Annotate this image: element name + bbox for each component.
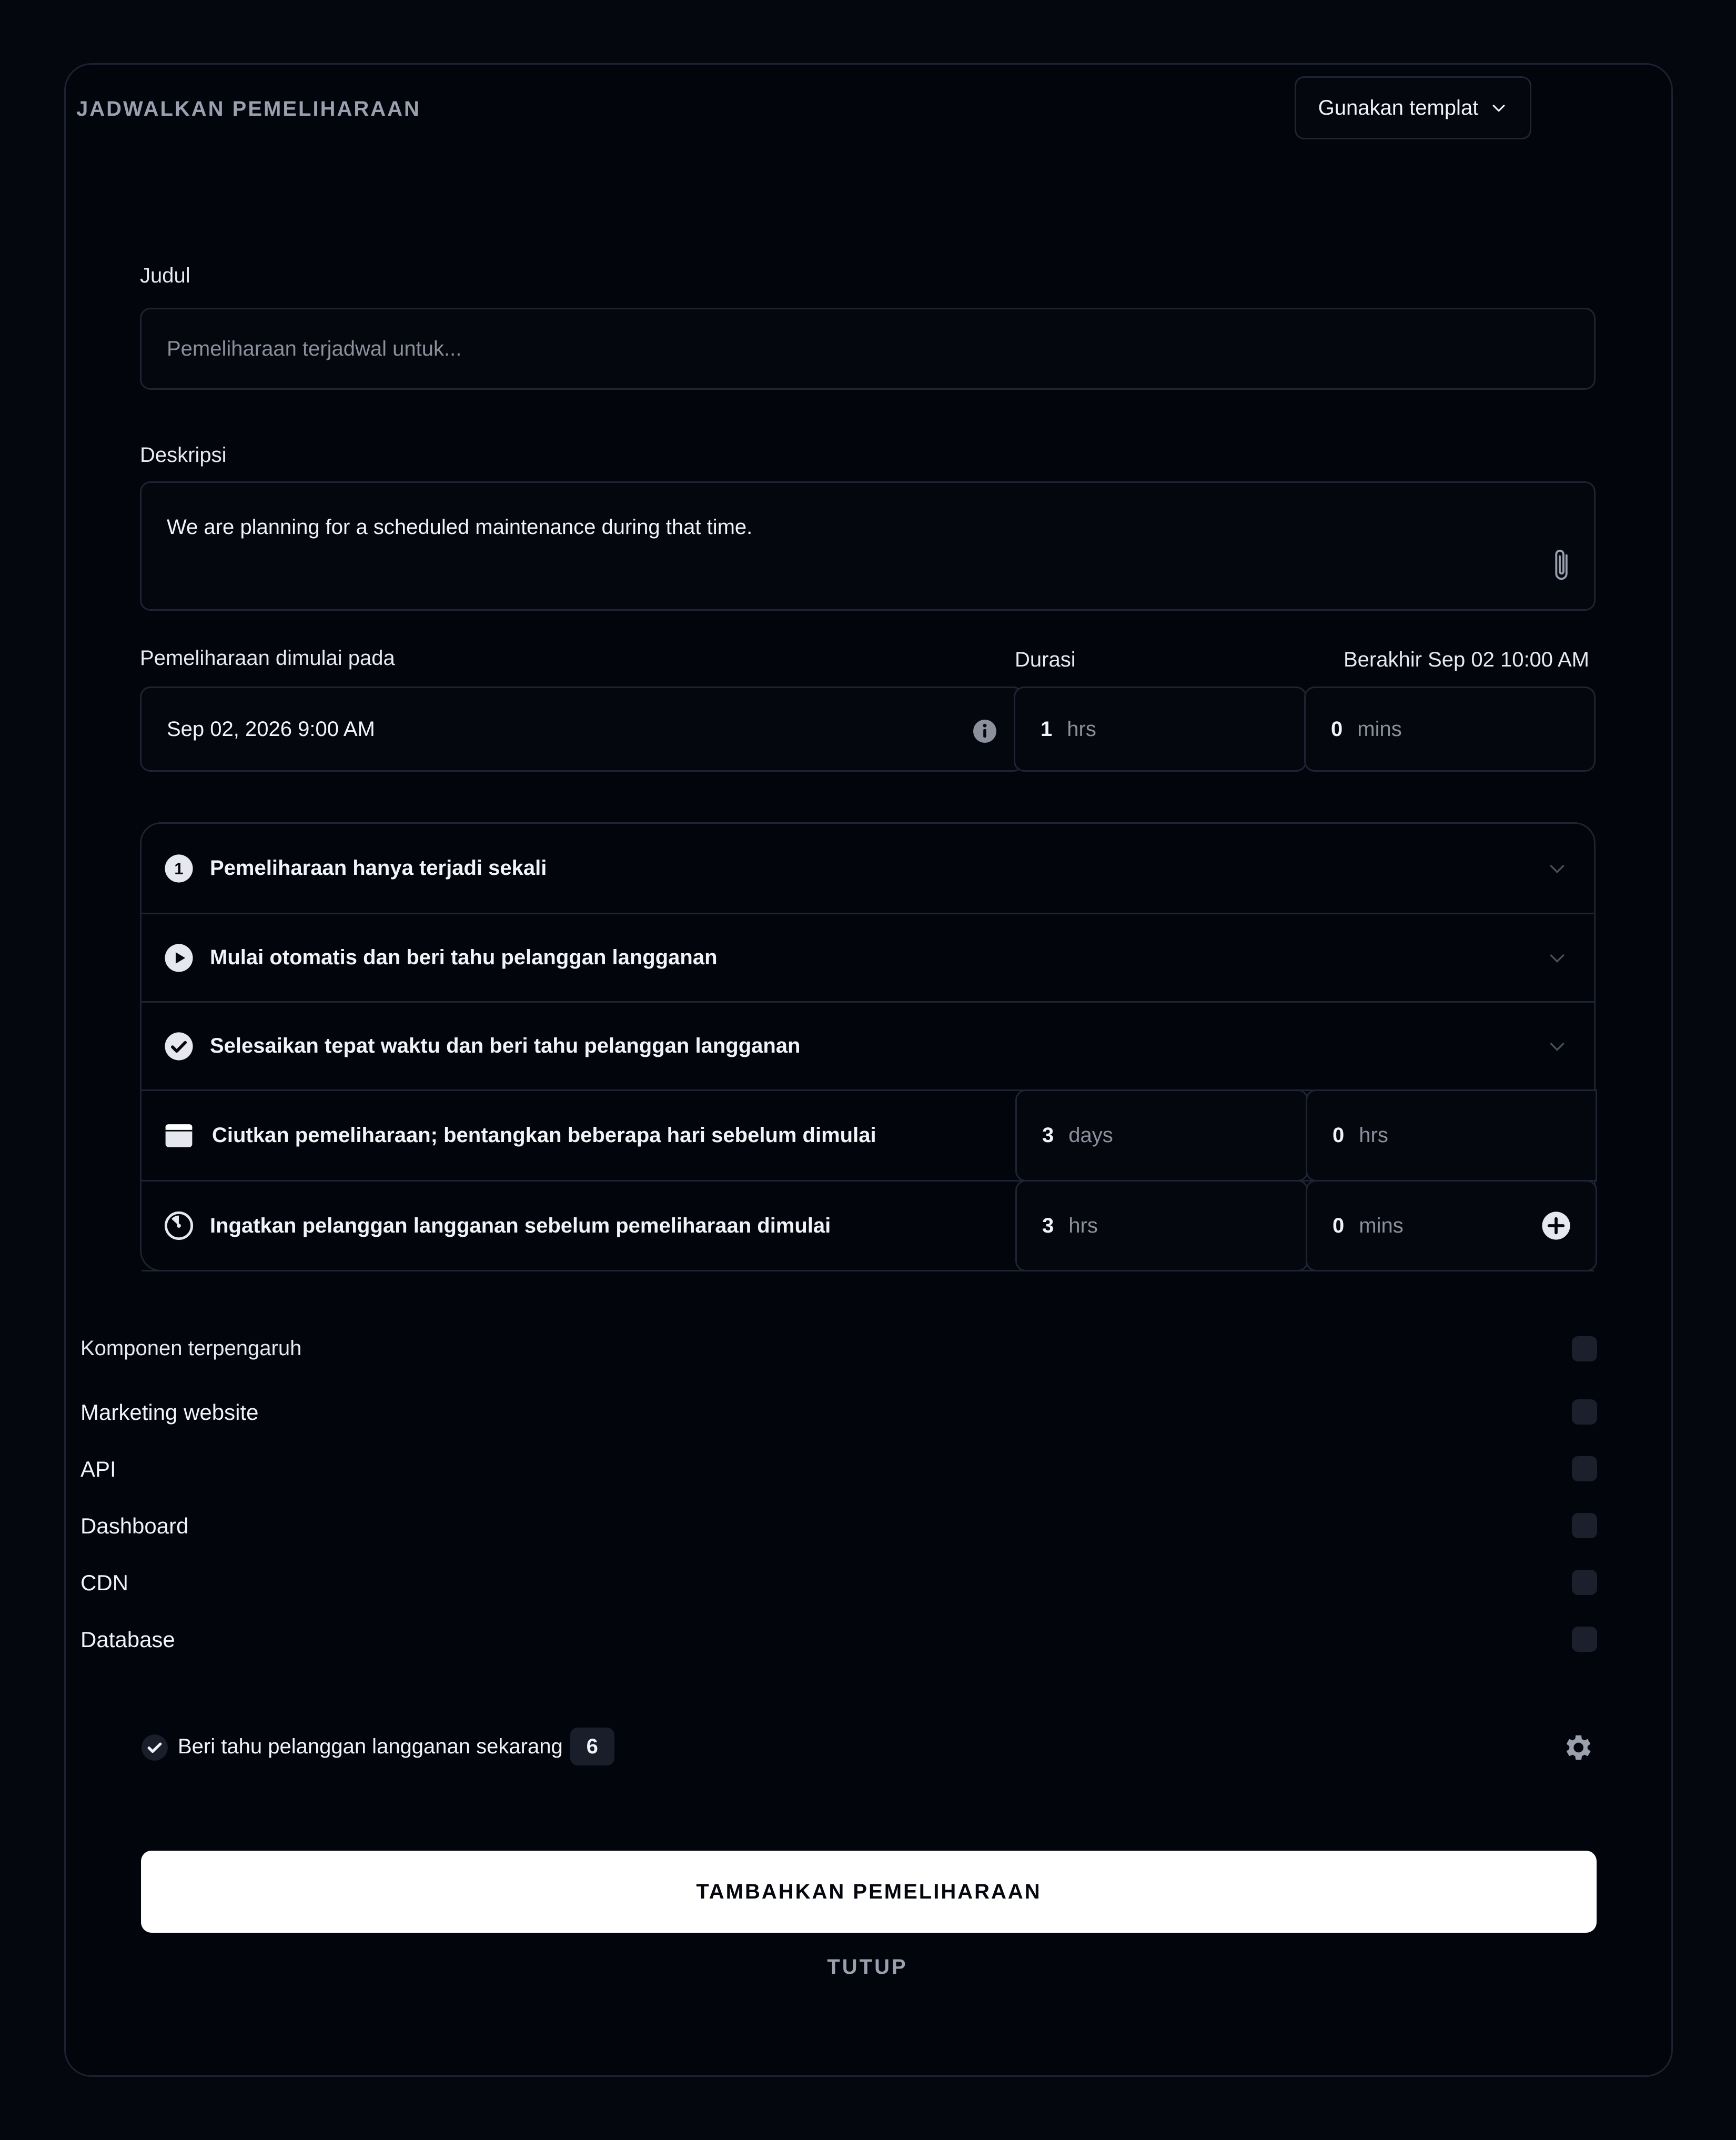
description-textarea[interactable]	[140, 481, 1596, 611]
component-toggle[interactable]	[1572, 1513, 1597, 1538]
option-auto-complete-label: Selesaikan tepat waktu dan beri tahu pelanggan langganan	[210, 1034, 801, 1057]
title-label: Judul	[140, 264, 190, 287]
duration-mins-unit: mins	[1357, 717, 1402, 741]
duration-hours-unit: hrs	[1067, 717, 1096, 741]
duration-hours-value: 1	[1041, 717, 1053, 741]
duration-mins-input[interactable]	[1304, 687, 1596, 772]
option-auto-start-label: Mulai otomatis dan beri tahu pelanggan langganan	[210, 946, 718, 969]
description-label: Deskripsi	[140, 443, 227, 467]
add-maintenance-button[interactable]: TAMBAHKAN PEMELIHARAAN	[141, 1851, 1597, 1933]
svg-text:1: 1	[174, 859, 184, 878]
collapse-hours-unit: hrs	[1359, 1124, 1388, 1147]
duration-hours-input[interactable]	[1014, 687, 1307, 772]
collapse-days-unit: days	[1068, 1124, 1113, 1147]
remind-hours-unit: hrs	[1068, 1214, 1098, 1237]
calendar-icon	[164, 1121, 194, 1151]
component-label: Database	[80, 1627, 175, 1652]
play-icon	[164, 943, 194, 973]
subscriber-count-badge: 6	[570, 1728, 614, 1765]
info-icon[interactable]	[972, 719, 997, 744]
option-auto-complete-row[interactable]	[142, 1003, 1594, 1091]
component-label: API	[80, 1457, 116, 1481]
option-auto-start-row[interactable]	[142, 914, 1594, 1003]
remind-hours-value: 3	[1042, 1214, 1054, 1237]
number-one-icon	[164, 853, 194, 884]
timer-icon	[164, 1210, 194, 1241]
close-button[interactable]: TUTUP	[827, 1955, 908, 1979]
option-remind-label: Ingatkan pelanggan langganan sebelum pemeliharaan dimulai	[210, 1214, 831, 1237]
option-once-row[interactable]	[142, 824, 1594, 914]
option-collapse-label: Ciutkan pemeliharaan; bentangkan beberapa hari sebelum dimulai	[212, 1124, 876, 1147]
components-header: Komponen terpengaruh	[80, 1337, 302, 1360]
chevron-down-icon	[1547, 1036, 1568, 1057]
option-once-label: Pemeliharaan hanya terjadi sekali	[210, 856, 547, 880]
start-datetime-input[interactable]	[140, 687, 1024, 772]
ends-label: Berakhir Sep 02 10:00 AM	[1344, 648, 1589, 671]
gear-icon[interactable]	[1560, 1731, 1594, 1764]
start-datetime-value: Sep 02, 2026 9:00 AM	[167, 717, 375, 741]
description-text: We are planning for a scheduled maintenance during that time.	[167, 516, 753, 539]
collapse-days-input[interactable]	[1015, 1089, 1308, 1182]
use-template-label: Gunakan templat	[1318, 96, 1479, 119]
paperclip-icon[interactable]	[1550, 547, 1575, 584]
components-select-all-toggle[interactable]	[1572, 1336, 1597, 1361]
notify-checkbox[interactable]	[141, 1734, 168, 1761]
modal-title: JADWALKAN PEMELIHARAAN	[76, 97, 421, 120]
chevron-down-icon	[1490, 99, 1508, 117]
title-input[interactable]	[140, 308, 1596, 390]
maintenance-options-panel	[140, 822, 1596, 1271]
component-label: Marketing website	[80, 1400, 259, 1425]
check-circle-icon	[164, 1031, 194, 1062]
title-placeholder: Pemeliharaan terjadwal untuk...	[167, 337, 462, 360]
component-toggle[interactable]	[1572, 1570, 1597, 1595]
component-label: CDN	[80, 1570, 128, 1595]
notify-row	[178, 1728, 614, 1765]
collapse-hours-input[interactable]	[1306, 1089, 1597, 1182]
start-label: Pemeliharaan dimulai pada	[140, 647, 395, 670]
collapse-hours-value: 0	[1333, 1124, 1345, 1147]
remind-mins-unit: mins	[1359, 1214, 1404, 1237]
remind-hours-input[interactable]	[1015, 1180, 1308, 1271]
component-toggle[interactable]	[1572, 1399, 1597, 1425]
chevron-down-icon	[1547, 947, 1568, 968]
component-label: Dashboard	[80, 1513, 189, 1538]
collapse-days-value: 3	[1042, 1124, 1054, 1147]
add-reminder-icon[interactable]	[1541, 1210, 1571, 1241]
component-toggle[interactable]	[1572, 1627, 1597, 1652]
component-toggle[interactable]	[1572, 1456, 1597, 1481]
chevron-down-icon	[1547, 858, 1568, 879]
duration-mins-value: 0	[1331, 717, 1343, 741]
duration-label: Durasi	[1015, 648, 1076, 671]
use-template-dropdown[interactable]	[1295, 76, 1531, 139]
notify-label: Beri tahu pelanggan langganan sekarang	[178, 1734, 563, 1758]
remind-mins-value: 0	[1333, 1214, 1345, 1237]
